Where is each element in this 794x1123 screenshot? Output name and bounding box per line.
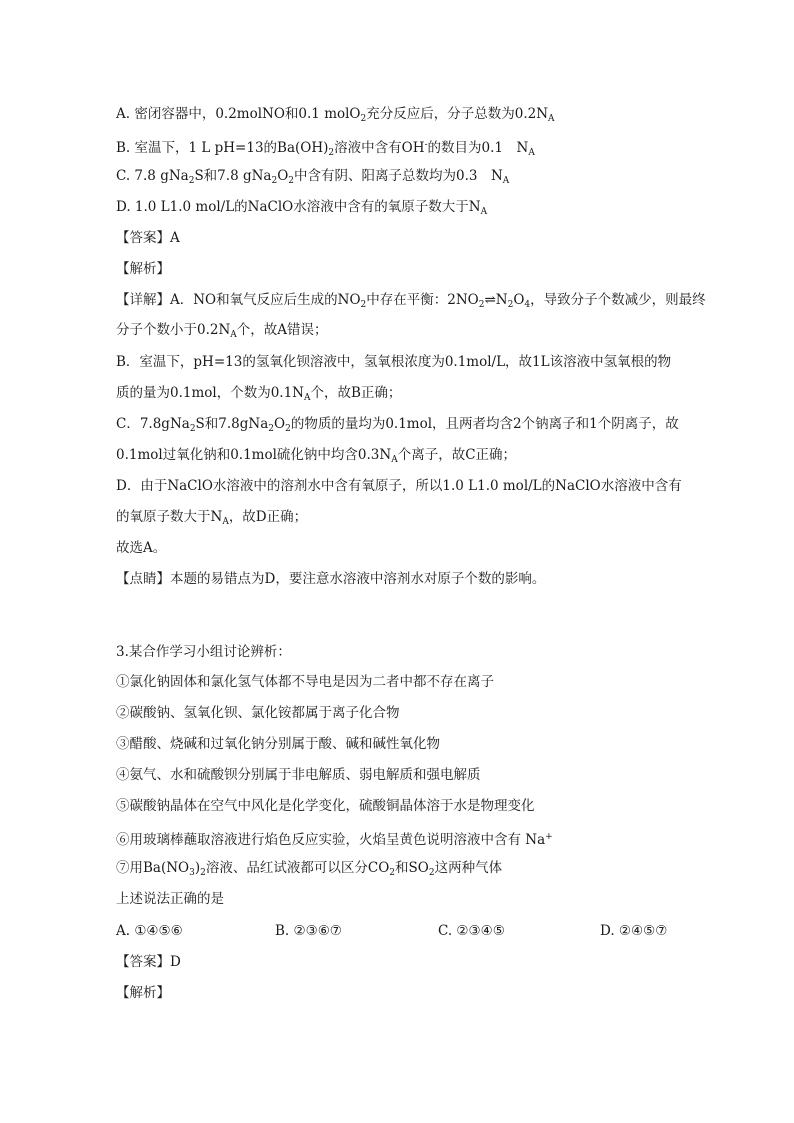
subscript: 2 [288, 176, 294, 186]
text: ) [194, 860, 201, 876]
subscript: 2 [268, 424, 275, 434]
text: O [277, 168, 289, 184]
text: 中含有阴、阳离子总数均为0.3 N [294, 168, 503, 184]
q2-detail-line-3: B．室温下，pH=13的氢氧化钡溶液中，氢氧根浓度为0.1mol/L，故1L该溶液中氢氧根的物 [116, 354, 672, 370]
q3-stem: 3.某合作学习小组讨论辨析： [116, 644, 291, 660]
subscript: A [230, 330, 237, 340]
q2-detail-line-9: 故选A。 [116, 540, 167, 556]
q3-analysis-heading: 【解析】 [116, 985, 170, 1001]
q2-option-c [116, 166, 509, 191]
text: 溶液中含有OH [334, 140, 425, 156]
q3-choice-c: C. ②③④⑤ [438, 923, 505, 939]
text: ⑦用Ba(NO [116, 860, 190, 876]
subscript: 2 [478, 300, 485, 310]
text: 和SO [395, 860, 429, 876]
q3-answer: 【答案】D [116, 954, 181, 970]
q2-detail-line-2 [116, 320, 328, 345]
subscript: 2 [189, 424, 196, 434]
q2-analysis-heading: 【解析】 [116, 261, 170, 277]
text: A. 密闭容器中，0.2molNO和0.1 molO [116, 106, 361, 122]
subscript: 2 [271, 176, 278, 186]
subscript: 2 [428, 868, 435, 878]
subscript: A [304, 393, 311, 403]
text: 个离子，故C正确； [397, 447, 517, 463]
q2-detail-line-6 [116, 445, 516, 470]
text: 这两种气体 [434, 860, 503, 876]
text: 的物质的量均为0.1mol，且两者均含2个钠离子和1个阴离子，故 [290, 416, 679, 432]
q3-choices [116, 921, 696, 943]
q2-detail-line-7: D．由于NaClO水溶液中的溶剂水中含有氧原子，所以1.0 L1.0 mol/L的NaClO水溶液中含有 [116, 478, 682, 494]
text: B. 室温下，1 L pH=13的Ba(OH) [116, 140, 329, 156]
subscript: 2 [360, 300, 367, 310]
text: C．7.8gNa [116, 416, 190, 432]
subscript: A [480, 207, 488, 217]
q3-choice-b: B. ②③⑥⑦ [275, 923, 342, 939]
q3-choice-a: A. ①④⑤⑥ [116, 923, 183, 939]
text: 分子个数小于0.2N [116, 322, 231, 338]
text: ⇌N [484, 292, 508, 308]
subscript: A [548, 114, 555, 124]
superscript: - [424, 140, 428, 150]
text: S和7.8gNa [195, 416, 269, 432]
superscript: + [545, 832, 553, 842]
subscript: 3 [189, 868, 195, 878]
text: S和7.8 gNa [194, 168, 272, 184]
q3-item-1: ①氯化钠固体和氯化氢气体都不导电是因为二者中都不存在离子 [116, 674, 494, 690]
text: ⑥用玻璃棒蘸取溶液进行焰色反应实验，火焰呈黄色说明溶液中含有 Na [116, 832, 546, 848]
q3-item-7 [116, 858, 502, 883]
q3-choice-d: D. ②④⑤⑦ [600, 923, 668, 939]
q2-answer: 【答案】A [116, 230, 180, 246]
q3-item-4: ④氨气、水和硫酸钡分别属于非电解质、弱电解质和强电解质 [116, 767, 481, 783]
q2-option-b [116, 135, 535, 163]
subscript: 2 [200, 868, 206, 878]
subscript: 4 [524, 300, 531, 310]
subscript: A [222, 517, 229, 527]
q2-detail-line-4 [116, 383, 401, 408]
text: 质的量为0.1mol，个数为0.1N [116, 385, 304, 401]
subscript: A [502, 176, 510, 186]
text: 【详解】A．NO和氧气反应后生成的NO [116, 292, 361, 308]
text: 溶液、品红试液都可以区分CO [205, 860, 390, 876]
subscript: 2 [360, 114, 367, 124]
text: O [274, 416, 286, 432]
subscript: 2 [389, 868, 396, 878]
text: 个，故B正确； [310, 385, 402, 401]
q2-detail-line-1 [116, 290, 706, 315]
subscript: 2 [188, 176, 195, 186]
text: 的数目为0.1 N [427, 140, 529, 156]
text: 中存在平衡：2NO [366, 292, 479, 308]
q3-question: 上述说法正确的是 [116, 891, 224, 907]
q2-option-d [116, 197, 487, 222]
subscript: 2 [507, 300, 514, 310]
text: D. 1.0 L1.0 mol/L的NaClO水溶液中含有的氧原子数大于N [116, 199, 481, 215]
subscript: 2 [285, 424, 291, 434]
text: 充分反应后，分子总数为0.2N [366, 106, 549, 122]
text: ，故D正确； [228, 509, 308, 525]
text: 的氧原子数大于N [116, 509, 223, 525]
q3-item-3: ③醋酸、烧碱和过氧化钠分别属于酸、碱和碱性氧化物 [116, 736, 440, 752]
text: C. 7.8 gNa [116, 168, 189, 184]
text: 0.1mol过氧化钠和0.1mol硫化钠中均含0.3N [116, 447, 392, 463]
q2-option-a [116, 104, 555, 129]
q2-detail-line-8 [116, 507, 307, 532]
q3-item-6 [116, 827, 553, 850]
text: 个，故A错误； [236, 322, 328, 338]
subscript: 2 [328, 148, 335, 158]
subscript: A [528, 148, 535, 158]
q3-item-2: ②碳酸钠、氢氧化钡、氯化铵都属于离子化合物 [116, 705, 400, 721]
q2-note: 【点睛】本题的易错点为D，要注意水溶液中溶剂水对原子个数的影响。 [116, 571, 546, 587]
subscript: A [391, 455, 398, 465]
q3-item-5: ⑤碳酸钠晶体在空气中风化是化学变化，硫酸铜晶体溶于水是物理变化 [116, 798, 535, 814]
q2-detail-line-5 [116, 414, 679, 439]
text: O [513, 292, 525, 308]
text: ，导致分子个数减少，则最终 [530, 292, 706, 308]
